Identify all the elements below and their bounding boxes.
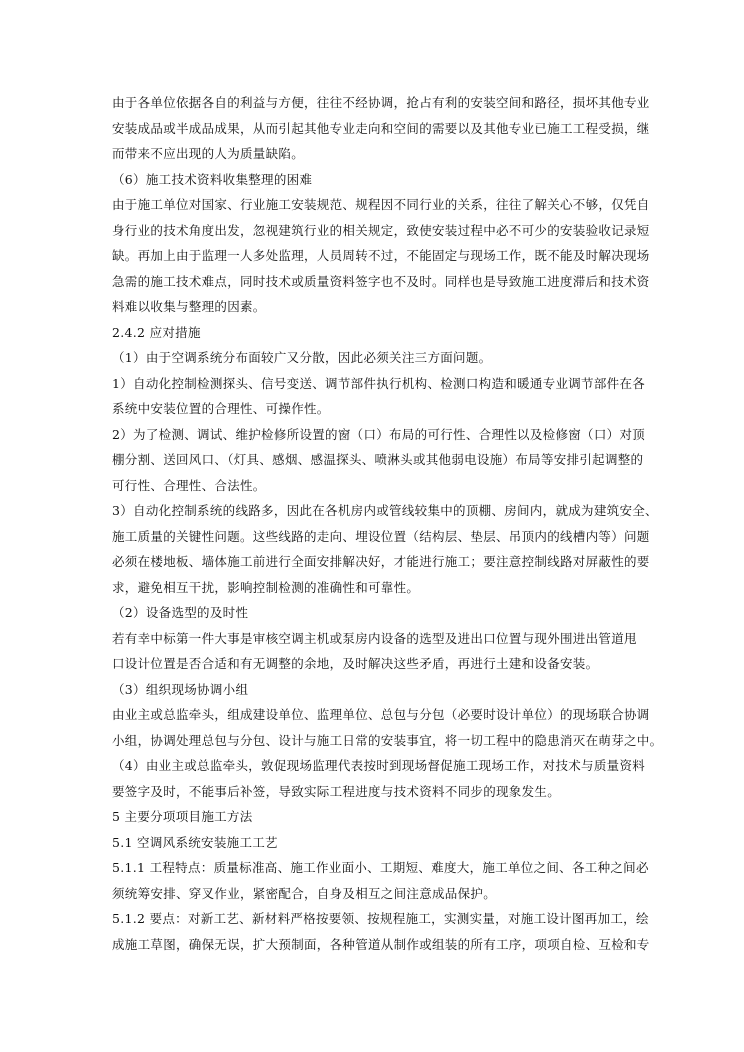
text-line: （4）由业主或总监牵头，敦促现场监理代表按时到现场督促施工现场工作，对技术与质量资料 <box>112 758 646 773</box>
text-line: 急需的施工技术难点，同时技术或质量资料签字也不及时。同样也是导致施工进度滞后和技术资 <box>112 273 650 289</box>
text-line: 必须在楼地板、墙体施工前进行全面安排解决好，才能进行施工；要注意控制线路对屏蔽性的要 <box>112 554 650 569</box>
text-line: 安装成品或半成品成果，从而引起其他专业走向和空间的需要以及其他专业已施工工程受损，继 <box>112 120 650 136</box>
text-line: 料难以收集与整理的因素。 <box>112 299 266 314</box>
text-line: 须统筹安排、穿叉作业，紧密配合，自身及相互之间注意成品保护。 <box>112 885 497 901</box>
text-line: 1）自动化控制检测探头、信号变送、调节部件执行机构、检测口构造和暖通专业调节部件在各 <box>112 375 646 391</box>
text-line: 身行业的技术角度出发，忽视建筑行业的相关规定，致使安装过程中必不可少的安装验收记录短 <box>112 222 650 238</box>
section-heading: （6）施工技术资料收集整理的困难 <box>112 171 313 187</box>
text-line: 由于施工单位对国家、行业施工安装规范、规程因不同行业的关系，往往了解关心不够，仅凭自 <box>112 197 650 212</box>
text-line: 可行性、合理性、合法性。 <box>112 477 266 493</box>
section-heading: 5.1 空调风系统安装施工工艺 <box>112 834 278 850</box>
section-heading: 2.4.2 应对措施 <box>112 324 201 340</box>
text-line: 小组，协调处理总包与分包、设计与施工日常的安装事宜，将一切工程中的隐患消灭在萌芽之中。 <box>112 732 663 748</box>
text-line: 成施工草图，确保无误，扩大预制面，各种管道从制作或组装的所有工序，项项自检、互检和专 <box>112 936 650 952</box>
text-line: 2）为了检测、调试、维护检修所设置的窗（口）布局的可行性、合理性以及检修窗（口）对顶 <box>112 426 646 442</box>
text-line: 缺。再加上由于监理一人多处监理，人员周转不过，不能固定与现场工作，既不能及时解决现场 <box>112 248 650 263</box>
document-body <box>112 90 663 957</box>
text-line: 求，避免相互干扰，影响控制检测的准确性和可靠性。 <box>112 579 420 595</box>
section-heading: 5 主要分项项目施工方法 <box>112 809 253 824</box>
text-line: 由于各单位依据各自的利益与方便，往往不经协调，抢占有利的安装空间和路径，损坏其他专业 <box>112 95 650 110</box>
section-heading: （3）组织现场协调小组 <box>112 681 249 697</box>
text-line: 3）自动化控制系统的线路多，因此在各机房内或管线较集中的顶棚、房间内，就成为建筑安全、 <box>112 503 658 518</box>
text-line: 5.1.1 工程特点：质量标准高、施工作业面小、工期短、难度大，施工单位之间、各工种之间必 <box>112 860 649 875</box>
text-line: 由业主或总监牵头，组成建设单位、监理单位、总包与分包（必要时设计单位）的现场联合协调 <box>112 707 650 722</box>
text-line: 5.1.2 要点：对新工艺、新材料严格按要领、按规程施工，实测实量，对施工设计图再加工，绘 <box>112 911 649 926</box>
text-line: 口设计位置是否合适和有无调整的余地，及时解决这些矛盾，再进行土建和设备安装。 <box>112 656 599 671</box>
text-line: 而带来不应出现的人为质量缺陷。 <box>112 146 305 161</box>
text-line: 若有幸中标第一件大事是审核空调主机或泵房内设备的选型及进出口位置与现外围进出管道甩 <box>112 630 637 646</box>
section-heading: （1）由于空调系统分布面较广又分散，因此必须关注三方面问题。 <box>112 350 492 365</box>
text-line: 棚分割、送回风口、（灯具、感烟、感温探头、喷淋头或其他弱电设施）布局等安排引起调整的 <box>112 452 644 467</box>
section-heading: （2）设备选型的及时性 <box>112 605 249 620</box>
text-line: 要签字及时，不能事后补签，导致实际工程进度与技术资料不同步的现象发生。 <box>112 783 561 799</box>
text-line: 系统中安装位置的合理性、可操作性。 <box>112 401 330 416</box>
text-line: 施工质量的关键性问题。这些线路的走向、埋设位置（结构层、垫层、吊顶内的线槽内等）问题 <box>112 528 650 544</box>
